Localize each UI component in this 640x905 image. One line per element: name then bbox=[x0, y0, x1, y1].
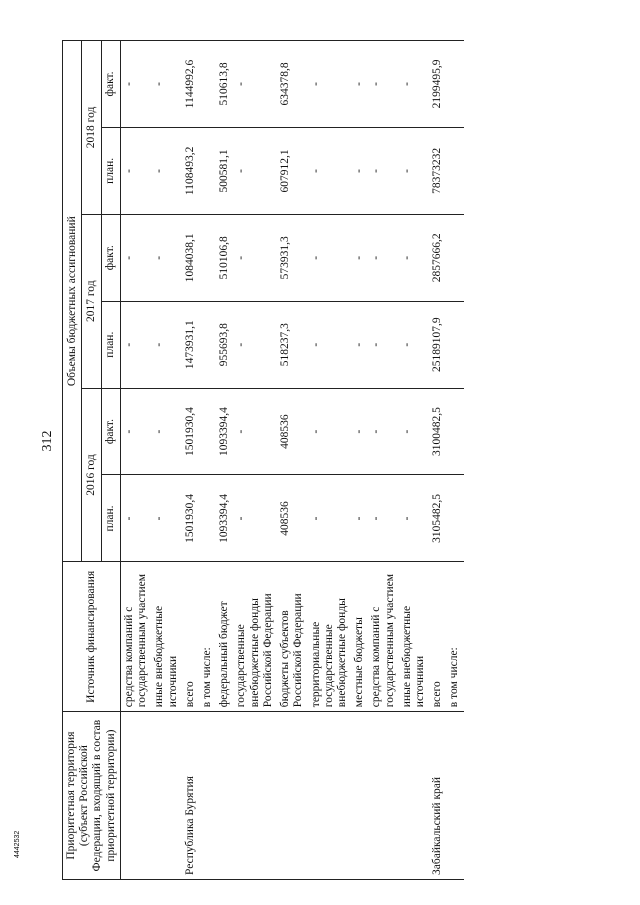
value-cell: 1093394,4 bbox=[216, 475, 233, 562]
source-cell: в том числе: bbox=[199, 562, 216, 712]
table-row bbox=[399, 41, 429, 880]
table-row bbox=[151, 41, 181, 880]
value-cell: - bbox=[368, 41, 398, 128]
value-cell: - bbox=[308, 127, 352, 214]
value-cell: - bbox=[120, 127, 151, 214]
source-cell: федеральный бюджет bbox=[216, 562, 233, 712]
value-cell: 78373232 bbox=[429, 127, 446, 214]
value-cell: - bbox=[308, 301, 352, 388]
table-row bbox=[429, 41, 446, 880]
source-cell: иные внебюджетные источники bbox=[151, 562, 181, 712]
source-cell: средства компаний с государственным участием bbox=[368, 562, 398, 712]
value-cell: - bbox=[351, 388, 368, 475]
value-cell: 634378,8 bbox=[277, 41, 307, 128]
value-cell: 510106,8 bbox=[216, 214, 233, 301]
value-cell bbox=[446, 301, 463, 388]
value-cell bbox=[199, 41, 216, 128]
value-cell: 1093394,4 bbox=[216, 388, 233, 475]
value-cell: - bbox=[351, 127, 368, 214]
value-cell: - bbox=[351, 301, 368, 388]
value-cell: - bbox=[151, 127, 181, 214]
table-row bbox=[308, 41, 352, 880]
header-plan: план. bbox=[101, 127, 120, 214]
rotated-table-container bbox=[62, 40, 572, 880]
table-row bbox=[446, 41, 463, 880]
value-cell: - bbox=[151, 301, 181, 388]
value-cell: - bbox=[308, 214, 352, 301]
value-cell: 1501930,4 bbox=[182, 388, 199, 475]
value-cell: 955693,8 bbox=[216, 301, 233, 388]
value-cell: - bbox=[120, 475, 151, 562]
value-cell: 500581,1 bbox=[216, 127, 233, 214]
value-cell: 1144992,6 bbox=[182, 41, 199, 128]
territory-cell bbox=[233, 712, 277, 880]
table-row bbox=[216, 41, 233, 880]
value-cell: 607912,1 bbox=[277, 127, 307, 214]
table-row bbox=[277, 41, 307, 880]
header-fact: факт. bbox=[101, 388, 120, 475]
header-fact: факт. bbox=[101, 214, 120, 301]
value-cell: - bbox=[120, 388, 151, 475]
source-cell: бюджеты субъектов Российской Федерации bbox=[277, 562, 307, 712]
value-cell: - bbox=[399, 301, 429, 388]
value-cell: - bbox=[151, 475, 181, 562]
value-cell: - bbox=[368, 301, 398, 388]
value-cell bbox=[199, 475, 216, 562]
header-source: Источник финансирования bbox=[63, 562, 121, 712]
value-cell: - bbox=[368, 127, 398, 214]
value-cell: - bbox=[151, 388, 181, 475]
header-year-2017: 2017 год bbox=[82, 214, 101, 388]
value-cell bbox=[446, 475, 463, 562]
value-cell: - bbox=[120, 214, 151, 301]
territory-cell bbox=[368, 712, 398, 880]
value-cell bbox=[446, 127, 463, 214]
value-cell bbox=[446, 41, 463, 128]
header-volumes: Объемы бюджетных ассигнований bbox=[63, 41, 82, 562]
table-row bbox=[233, 41, 277, 880]
value-cell: 1084038,1 bbox=[182, 214, 199, 301]
source-cell: государственные внебюджетные фонды Российской Федерации bbox=[233, 562, 277, 712]
table-row bbox=[351, 41, 368, 880]
value-cell: - bbox=[368, 388, 398, 475]
value-cell: - bbox=[368, 214, 398, 301]
header-fact: факт. bbox=[101, 41, 120, 128]
value-cell: - bbox=[308, 475, 352, 562]
value-cell: - bbox=[399, 127, 429, 214]
value-cell: - bbox=[308, 388, 352, 475]
value-cell: 1108493,2 bbox=[182, 127, 199, 214]
value-cell: - bbox=[399, 41, 429, 128]
source-cell: всего bbox=[429, 562, 446, 712]
territory-cell bbox=[151, 712, 181, 880]
territory-cell: Республика Бурятия bbox=[182, 712, 199, 880]
value-cell: 2199495,9 bbox=[429, 41, 446, 128]
territory-cell bbox=[277, 712, 307, 880]
value-cell: - bbox=[120, 41, 151, 128]
value-cell: - bbox=[233, 41, 277, 128]
value-cell: 518237,3 bbox=[277, 301, 307, 388]
territory-cell bbox=[351, 712, 368, 880]
header-territory: Приоритетная территория (субъект Российской Федерации, входящий в состав приоритетной территории) bbox=[63, 712, 121, 880]
source-cell: иные внебюджетные источники bbox=[399, 562, 429, 712]
table-row bbox=[199, 41, 216, 880]
value-cell: 510613,8 bbox=[216, 41, 233, 128]
value-cell: - bbox=[399, 388, 429, 475]
budget-table bbox=[62, 40, 464, 880]
value-cell: 408536 bbox=[277, 388, 307, 475]
value-cell: 1501930,4 bbox=[182, 475, 199, 562]
table-row bbox=[368, 41, 398, 880]
value-cell: - bbox=[351, 475, 368, 562]
source-cell: средства компаний с государственным участием bbox=[120, 562, 151, 712]
value-cell: - bbox=[233, 475, 277, 562]
value-cell: 3100482,5 bbox=[429, 388, 446, 475]
value-cell: - bbox=[351, 214, 368, 301]
value-cell: - bbox=[233, 301, 277, 388]
value-cell: - bbox=[120, 301, 151, 388]
document-id: 4442532 bbox=[14, 830, 21, 858]
territory-cell bbox=[199, 712, 216, 880]
territory-cell bbox=[216, 712, 233, 880]
value-cell: - bbox=[399, 214, 429, 301]
value-cell: - bbox=[233, 127, 277, 214]
value-cell: 3105482,5 bbox=[429, 475, 446, 562]
header-plan: план. bbox=[101, 475, 120, 562]
territory-cell bbox=[308, 712, 352, 880]
value-cell: 2857666,2 bbox=[429, 214, 446, 301]
header-year-2018: 2018 год bbox=[82, 41, 101, 215]
value-cell: 25189107,9 bbox=[429, 301, 446, 388]
source-cell: всего bbox=[182, 562, 199, 712]
header-year-2016: 2016 год bbox=[82, 388, 101, 562]
value-cell: - bbox=[368, 475, 398, 562]
value-cell bbox=[446, 214, 463, 301]
value-cell: 573931,3 bbox=[277, 214, 307, 301]
value-cell bbox=[199, 127, 216, 214]
source-cell: местные бюджеты bbox=[351, 562, 368, 712]
value-cell: - bbox=[399, 475, 429, 562]
value-cell: - bbox=[151, 214, 181, 301]
value-cell bbox=[199, 388, 216, 475]
value-cell bbox=[446, 388, 463, 475]
value-cell: - bbox=[233, 214, 277, 301]
source-cell: в том числе: bbox=[446, 562, 463, 712]
table-row bbox=[120, 41, 151, 880]
territory-cell bbox=[399, 712, 429, 880]
territory-cell: Забайкальский край bbox=[429, 712, 446, 880]
table-row bbox=[182, 41, 199, 880]
value-cell: 408536 bbox=[277, 475, 307, 562]
value-cell: 1473931,1 bbox=[182, 301, 199, 388]
page-number: 312 bbox=[40, 430, 55, 452]
territory-cell bbox=[120, 712, 151, 880]
value-cell: - bbox=[308, 41, 352, 128]
value-cell: - bbox=[351, 41, 368, 128]
header-plan: план. bbox=[101, 301, 120, 388]
value-cell bbox=[199, 214, 216, 301]
value-cell: - bbox=[151, 41, 181, 128]
value-cell bbox=[199, 301, 216, 388]
source-cell: территориальные государственные внебюджетные фонды bbox=[308, 562, 352, 712]
value-cell: - bbox=[233, 388, 277, 475]
territory-cell bbox=[446, 712, 463, 880]
